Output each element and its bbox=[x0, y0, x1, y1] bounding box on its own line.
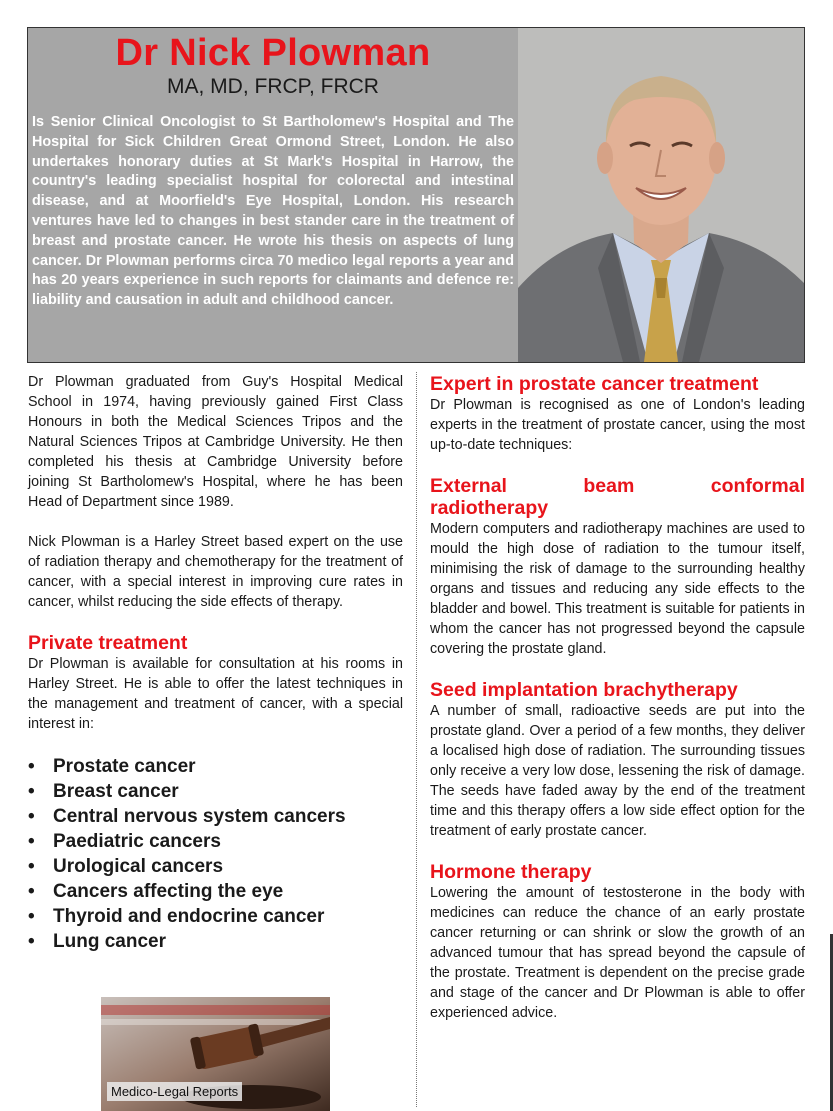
seed-text: A number of small, radioactive seeds are put into the prostate gland. Over a period of a few months, they deliver a localised high dose of radiation. The surrounding tissues only receive a very low dose, lessening the risk of damage. The seeds have faded away by the end of the treatment time and this therapy offers a low side effect option for the treatment of early prostate cancer. bbox=[430, 703, 805, 839]
list-item: • Paediatric cancers bbox=[28, 829, 403, 854]
expertise-paragraph: Nick Plowman is a Harley Street based expert on the use of radiation therapy and chemotherapy for the treatment of cancer, with a special interest in improving cure rates in cancer, whilst reducing the side effects of therapy. bbox=[28, 534, 403, 610]
left-column bbox=[28, 372, 403, 954]
hormone-text: Lowering the amount of testosterone in the body with medicines can reduce the chance of an early prostate cancer returning or can shrink or slow the growth of an advanced tumour that has spread beyond the capsule of the prostate. Treatment is dependent on the precise grade and stage of the cancer and Dr Plowman is able to offer experienced advice. bbox=[430, 885, 805, 1021]
ebc-heading-line2: radiotherapy bbox=[430, 497, 549, 519]
list-item: • Breast cancer bbox=[28, 779, 403, 804]
list-item: • Lung cancer bbox=[28, 929, 403, 954]
expert-text: Dr Plowman is recognised as one of London's leading experts in the treatment of prostate cancer, using the most up-to-date techniques: bbox=[430, 397, 805, 453]
list-item: • Prostate cancer bbox=[28, 754, 403, 779]
medico-legal-image bbox=[101, 997, 330, 1111]
right-column bbox=[430, 373, 805, 1023]
list-item: • Thyroid and endocrine cancer bbox=[28, 904, 403, 929]
portrait-illustration bbox=[518, 28, 804, 362]
doctor-name: Dr Nick Plowman bbox=[115, 32, 431, 74]
hormone-heading: Hormone therapy bbox=[430, 861, 592, 883]
expert-heading: Expert in prostate cancer treatment bbox=[430, 373, 759, 395]
image-caption: Medico-Legal Reports bbox=[107, 1082, 242, 1101]
ebc-heading-line1: External beam conformal bbox=[430, 475, 805, 497]
seed-heading: Seed implantation brachytherapy bbox=[430, 679, 738, 701]
list-item: • Central nervous system cancers bbox=[28, 804, 403, 829]
bio-summary: Is Senior Clinical Oncologist to St Bartholomew's Hospital and The Hospital for Sick Children Great Ormond Street, London. He also undertakes honorary duties at St Mark's Hospital in Harrow, the country's leading specialist hospital for colorectal and intestinal disease, and at Moorfield's Eye Hospital, London. His research ventures have led to changes in best stander care in the treatment of breast and prostate cancer. He wrote his thesis on aspects of lung cancer. Dr Plowman performs circa 70 medico legal reports a year and has 20 years experience in such reports for claimants and defence re: liability and causation in adult and childhood cancer. bbox=[32, 114, 514, 309]
list-item: • Cancers affecting the eye bbox=[28, 879, 403, 904]
profile-header bbox=[27, 27, 805, 363]
header-text-block bbox=[28, 28, 518, 362]
list-item: • Urological cancers bbox=[28, 854, 403, 879]
education-paragraph: Dr Plowman graduated from Guy's Hospital Medical School in 1974, having previously gained First Class Honours in both the Medical Sciences Tripos and the Natural Sciences Tripos at Cambridge University. He then completed his thesis at Cambridge University before joining St Bartholomew's Hospital, where he has been Head of Department since 1989. bbox=[28, 374, 403, 510]
private-treatment-heading: Private treatment bbox=[28, 632, 188, 654]
credentials: MA, MD, FRCP, FRCR bbox=[167, 75, 379, 98]
interest-list bbox=[28, 754, 403, 954]
doctor-portrait bbox=[518, 28, 804, 362]
private-treatment-text: Dr Plowman is available for consultation at his rooms in Harley Street. He is able to offer the latest techniques in the management and treatment of cancer, with a special interest in: bbox=[28, 656, 403, 732]
column-divider bbox=[416, 372, 417, 1107]
ebc-text: Modern computers and radiotherapy machines are used to mould the high dose of radiation to the tumour itself, minimising the risk of damage to the surrounding healthy organs and tissues and reducing any side effects to the bladder and bowel. This treatment is suitable for patients in whom the cancer has not progressed beyond the capsule covering the prostate gland. bbox=[430, 521, 805, 657]
